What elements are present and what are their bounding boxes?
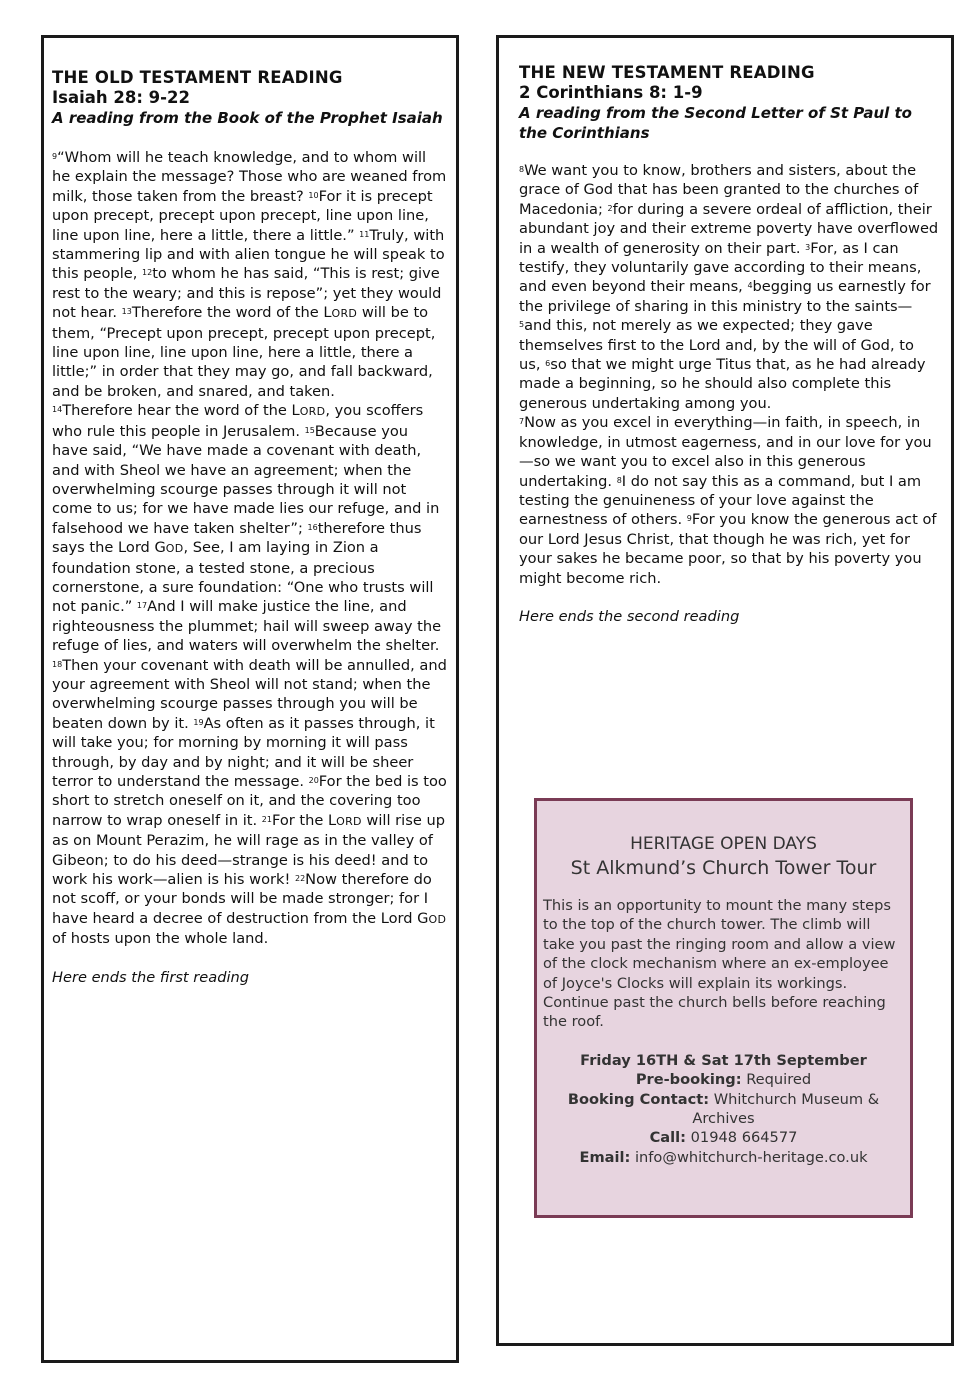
new-testament-heading: THE NEW TESTAMENT READING bbox=[519, 63, 815, 82]
old-testament-text: $^9$“Whom will he teach knowledge, and to whom will he explain the message? Those who are weaned from milk, those taken from the breast? $^{10}$For it is precept upon precept, precept upon precept, line upon line, line upon line, here a little, there a little.” $^{11}$Truly, with stammering lip and with alien tongue he will speak to this people, $^{12}$to whom he has said, “This is rest; give rest to the weary; and this is repose”; yet they would not hear. $^{13}$Therefore the word of the LORD will be to them, “Precept upon precept, precept upon precept, line upon line, line upon line, here a little, there a little;” in order that they may go, and fall backward, and be broken, and snared, and taken. $^{14}$Therefore hear the word of the LORD, you scoffers who rule this people in Jerusalem. $^{15}$Because you have said, “We have made a covenant with death, and with Sheol we have an agreement; when the overwhelming scourge passes through it will not come to us; for we have made lies our refuge, and in falsehood we have taken shelter”; $^{16}$therefore thus says the Lord GOD, See, I am laying in Zion a foundation stone, a tested stone, a precious cornerstone, a sure foundation: “One who trusts will not panic.” $^{17}$And I will make justice the line, and righteousness the plummet; hail will sweep away the refuge of lies, and waters will overwhelm the shelter. $^{18}$Then your covenant with death will be annulled, and your agreement with Sheol will not stand; when the overwhelming scourge passes through you will be beaten down by it. $^{19}$As often as it passes through, it will take you; for morning by morning it will pass through, by day and by night; and it will be sheer terror to understand the message. $^{20}$For the bed is too short to stretch oneself on it, and the covering too narrow to wrap oneself in it. $^{21}$For the LORD will rise up as on Mount Perazim, he will rage as in the valley of Gibeon; to do his deed—strange is his deed! and to work his work—alien is his work! $^{22}$Now therefore do not scoff, or your bonds will be made stronger; for I have heard a decree of destruction from the Lord GOD of hosts upon the whole land. bbox=[52, 149, 452, 948]
old-testament-column bbox=[41, 35, 459, 1363]
old-testament-reference: Isaiah 28: 9-22 bbox=[52, 88, 190, 107]
call-label: Call: bbox=[649, 1129, 686, 1147]
new-testament-reference: 2 Corinthians 8: 1-9 bbox=[519, 83, 703, 102]
old-testament-heading: THE OLD TESTAMENT READING bbox=[52, 68, 343, 87]
booking-contact-value: Whitchurch Museum & Archives bbox=[692, 1090, 880, 1128]
heritage-subtitle: St Alkmund’s Church Tower Tour bbox=[570, 857, 877, 879]
heritage-details bbox=[543, 1051, 904, 1167]
heritage-open-days-panel bbox=[534, 798, 913, 1218]
old-testament-subtitle: A reading from the Book of the Prophet Isaiah bbox=[52, 109, 443, 127]
new-testament-ending: Here ends the second reading bbox=[519, 607, 740, 625]
heritage-description: This is an opportunity to mount the many steps to the top of the church tower. The climb will take you past the ringing room and allow a view of the clock mechanism where an ex-employee of Joyce's Clocks will explain its workings. Continue past the church bells before reaching the roof. bbox=[543, 897, 896, 1031]
email-value: info@whitchurch-heritage.co.uk bbox=[634, 1148, 868, 1166]
prebooking-label: Pre-booking: bbox=[635, 1071, 742, 1089]
heritage-dates: Friday 16TH & Sat 17th September bbox=[580, 1051, 867, 1069]
new-testament-subtitle: A reading from the Second Letter of St Paul to the Corinthians bbox=[519, 104, 912, 142]
email-label: Email: bbox=[579, 1148, 631, 1166]
heritage-title: HERITAGE OPEN DAYS bbox=[630, 834, 817, 854]
new-testament-text: $^8$We want you to know, brothers and sisters, about the grace of God that has been granted to the churches of Macedonia; $^2$for during a severe ordeal of affliction, their abundant joy and their extreme poverty have overflowed in a wealth of generosity on their part. $^3$For, as I can testify, they voluntarily gave according to their means, and even beyond their means, $^4$begging us earnestly for the privilege of sharing in this ministry to the saints— $^5$and this, not merely as we expected; they gave themselves first to the Lord and, by the will of God, to us, $^6$so that we might urge Titus that, as he had already made a beginning, so he should also complete this generous undertaking among you. $^7$Now as you excel in everything—in faith, in speech, in knowledge, in utmost eagerness, and in our love for you—so we want you to excel also in this generous undertaking. $^8$I do not say this as a command, but I am testing the genuineness of your love against the earnestness of others. $^9$For you know the generous act of our Lord Jesus Christ, that though he was rich, yet for your sakes he became poor, so that by his poverty you might become rich. bbox=[519, 162, 943, 587]
prebooking-value: Required bbox=[746, 1071, 812, 1089]
booking-contact-label: Booking Contact: bbox=[567, 1090, 710, 1108]
call-value: 01948 664577 bbox=[690, 1129, 798, 1147]
old-testament-ending: Here ends the first reading bbox=[52, 968, 250, 986]
